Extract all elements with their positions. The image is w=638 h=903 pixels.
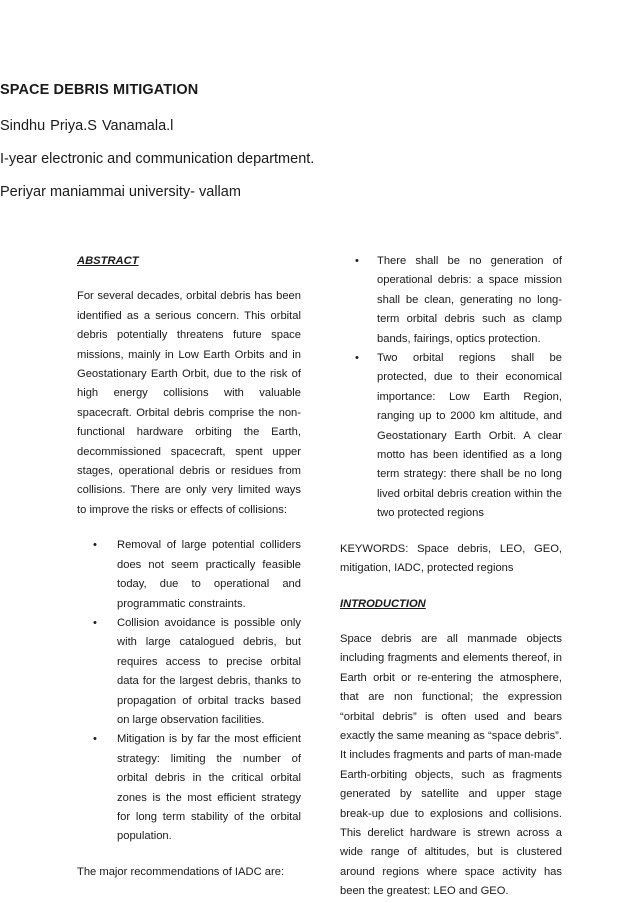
bullet-text: There shall be no generation of operational debris: a space mission shall be clean, generating no long-term orbital debris such as clamp bands, fairings, optics protection. bbox=[377, 255, 562, 345]
abstract-text: For several decades, orbital debris has been identified as a serious concern. This orbital debris potentially threatens future space missions, mainly in Low Earth Orbits and in Geostationary Earth Orbit, due to the risk of high energy collisions with valuable spacecraft. Orbital debris comprise the non-functional hardware orbiting the Earth, decommissioned spacecraft, spent upper stages, operational debris or residues from collisions. There are only very limited ways to improve the risks or effects of collisions: bbox=[77, 290, 301, 516]
bullet-text: Collision avoidance is possible only with large catalogued debris, but requires access to precise orbital data for the largest debris, thanks to propagation of orbital tracks based on large observation facilities. bbox=[117, 616, 301, 726]
paper-title: SPACE DEBRIS MITIGATION bbox=[0, 82, 199, 98]
list-item bbox=[77, 730, 301, 846]
bullet-text: Mitigation is by far the most efficient strategy: limiting the number of orbital debris in the critical orbital zones is the most efficient strategy for long term stability of the orbital population. bbox=[117, 733, 301, 843]
left-column bbox=[77, 252, 301, 882]
abstract-bullet-list bbox=[77, 536, 301, 847]
right-column bbox=[340, 252, 562, 902]
list-item bbox=[340, 349, 562, 524]
department: I-year electronic and communication department. bbox=[0, 151, 315, 167]
iadc-bullet-list bbox=[340, 252, 562, 524]
list-item bbox=[77, 614, 301, 730]
bullet-icon: • bbox=[93, 616, 97, 629]
university: Periyar maniammai university- vallam bbox=[0, 184, 241, 200]
introduction-text: Space debris are all manmade objects including fragments and elements thereof, in Earth orbit or re-entering the atmosphere, that are non functional; the expression “orbital debris” is often used and bears exactly the same meaning as “space debris”. It includes fragments and parts of man-made Earth-orbiting objects, such as fragments generated by satellite and upper stage break-up due to explosions and collisions. This derelict hardware is strewn across a wide range of altitudes, but is clustered around regions where space activity has been the greatest: LEO and GEO. bbox=[340, 632, 562, 898]
bullet-text: Two orbital regions shall be protected, due to their economical importance: Low Earth Region, ranging up to 2000 km altitude, and Geostationary Earth Orbit. A clear motto has been identified as a long term strategy: there shall be no long lived orbital debris creation within the two protected regions bbox=[377, 352, 562, 520]
bullet-icon: • bbox=[93, 539, 97, 552]
bullet-text: Removal of large potential colliders does not seem practically feasible today, due to operational and programmatic constraints. bbox=[117, 539, 301, 610]
introduction-heading: INTRODUCTION bbox=[340, 597, 426, 610]
keywords: KEYWORDS: Space debris, LEO, GEO, mitigation, IADC, protected regions bbox=[340, 542, 562, 575]
abstract-closing: The major recommendations of IADC are: bbox=[77, 865, 285, 878]
bullet-icon: • bbox=[93, 733, 97, 746]
bullet-icon: • bbox=[355, 352, 359, 365]
list-item bbox=[77, 536, 301, 614]
abstract-heading: ABSTRACT bbox=[77, 255, 139, 267]
authors: Sindhu Priya.S Vanamala.l bbox=[0, 118, 174, 134]
list-item bbox=[340, 252, 562, 349]
bullet-icon: • bbox=[355, 255, 359, 267]
